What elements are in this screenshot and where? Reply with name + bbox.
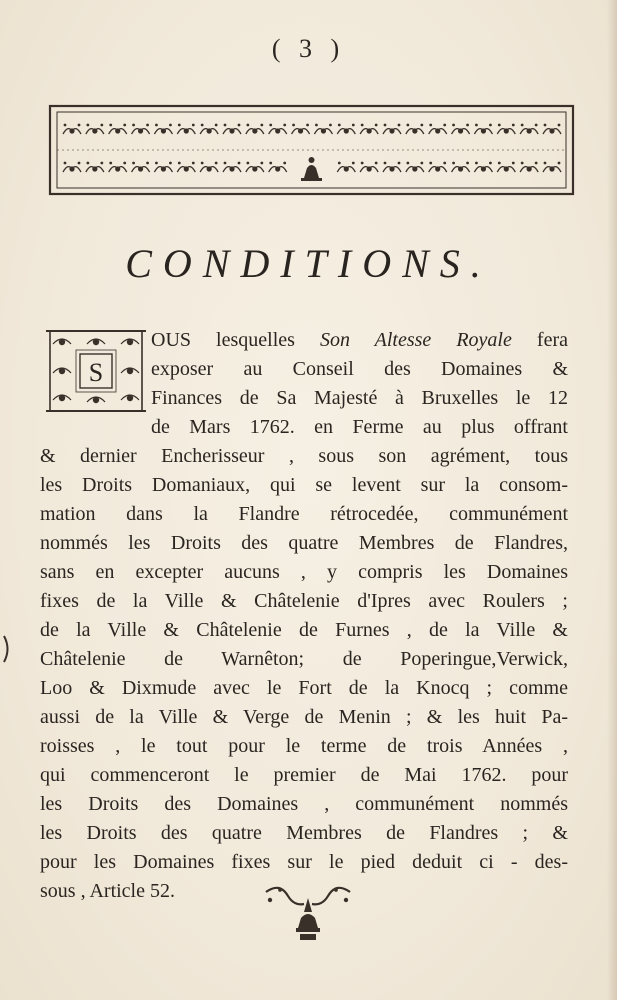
page-edge-shadow xyxy=(607,0,617,1000)
vine-motif xyxy=(109,162,127,172)
text-line-2: exposer au Conseil des Domaines & xyxy=(151,358,568,380)
vine-motif xyxy=(223,162,241,172)
ornamental-headpiece xyxy=(48,104,575,196)
vine-motif xyxy=(543,124,561,134)
text-line-3: Finances de Sa Majesté à Bruxelles le 12 xyxy=(151,387,568,409)
vine-motif xyxy=(543,162,561,172)
text-line-16: qui commenceront le premier de Mai 1762. pour xyxy=(40,764,568,786)
flourish-motif xyxy=(121,339,139,345)
drop-cap-letter: S xyxy=(88,358,104,387)
vine-motif xyxy=(200,162,218,172)
flourish-motif xyxy=(53,339,71,345)
flourish-motif xyxy=(87,397,105,403)
text-line-9: sans en excepter aucuns , y compris les Domaines xyxy=(40,561,568,583)
vine-motif xyxy=(246,162,264,172)
vine-motif xyxy=(154,124,172,134)
vine-motif xyxy=(246,124,264,134)
text-line-1 xyxy=(151,326,568,354)
flourish-motif xyxy=(121,368,139,374)
ornamental-drop-cap xyxy=(44,328,148,414)
text-line-10: fixes de la Ville & Châtelenie d'Ipres avec Roulers ; xyxy=(40,590,568,612)
vine-motif xyxy=(314,124,332,134)
vine-motif xyxy=(269,162,287,172)
vine-motif xyxy=(154,162,172,172)
headpiece-center-vase xyxy=(301,157,322,181)
text-line-11: de la Ville & Châtelenie de Furnes , de la Ville & xyxy=(40,619,568,641)
text-line-7: mation dans la Flandre rétrocedée, communément xyxy=(40,503,568,525)
flourish-motif xyxy=(87,339,105,345)
vine-motif xyxy=(292,124,310,134)
flourish-motif xyxy=(53,368,71,374)
margin-bracket-mark xyxy=(2,634,12,664)
vine-motif xyxy=(223,124,241,134)
section-title: CONDITIONS. xyxy=(125,241,492,286)
vine-motif xyxy=(109,124,127,134)
vine-motif xyxy=(86,124,104,134)
flourish-motif xyxy=(121,395,139,401)
vine-motif xyxy=(200,124,218,134)
text-line-18: les Droits des quatre Membres de Flandres ; & xyxy=(40,822,568,844)
vine-motif xyxy=(406,162,424,172)
vine-motif xyxy=(132,162,150,172)
vine-motif xyxy=(474,124,492,134)
vine-motif xyxy=(132,124,150,134)
vine-motif xyxy=(452,124,470,134)
vine-motif xyxy=(63,162,81,172)
vine-motif xyxy=(360,162,378,172)
vine-motif xyxy=(177,124,195,134)
line-1-part-1: OUS lesquelles xyxy=(151,329,320,351)
vine-motif xyxy=(63,124,81,134)
vine-motif xyxy=(383,162,401,172)
text-line-6: les Droits Domaniaux, qui se levent sur la consom- xyxy=(40,474,568,496)
vine-motif xyxy=(337,124,355,134)
vine-motif xyxy=(520,124,538,134)
vine-motif xyxy=(497,162,515,172)
vine-motif xyxy=(520,162,538,172)
text-line-20: sous , Article 52. xyxy=(40,880,175,902)
text-line-15: roisses , le tout pour le terme de trois Années , xyxy=(40,735,568,757)
line-1-part-3: fera xyxy=(511,329,568,351)
vine-motif xyxy=(429,124,447,134)
text-line-17: les Droits des Domaines , communément nommés xyxy=(40,793,568,815)
text-line-5: & dernier Encherisseur , sous son agrément, tous xyxy=(40,445,568,467)
text-line-8: nommés les Droits des quatre Membres de Flandres, xyxy=(40,532,568,554)
vine-motif xyxy=(86,162,104,172)
vine-motif xyxy=(497,124,515,134)
vine-motif xyxy=(452,162,470,172)
page-number: ( 3 ) xyxy=(271,34,346,63)
text-line-12: Châtelenie de Warnêton; de Poperingue,Verwick, xyxy=(40,648,568,670)
text-line-13: Loo & Dixmude avec le Fort de la Knocq ; comme xyxy=(40,677,568,699)
flourish-motif xyxy=(53,395,71,401)
headpiece-vine-pattern xyxy=(63,124,561,172)
vine-motif xyxy=(337,162,355,172)
vine-motif xyxy=(383,124,401,134)
vine-motif xyxy=(474,162,492,172)
text-line-14: aussi de la Ville & Verge de Menin ; & les huit Pa- xyxy=(40,706,568,728)
ornamental-tailpiece xyxy=(258,882,358,948)
line-1-italic-name: Son Altesse Royale xyxy=(319,329,512,351)
vine-motif xyxy=(429,162,447,172)
vine-motif xyxy=(406,124,424,134)
vine-motif xyxy=(177,162,195,172)
vine-motif xyxy=(360,124,378,134)
text-line-4: de Mars 1762. en Ferme au plus offrant xyxy=(151,416,568,438)
text-line-19: pour les Domaines fixes sur le pied deduit ci - des- xyxy=(40,851,568,873)
vine-motif xyxy=(269,124,287,134)
